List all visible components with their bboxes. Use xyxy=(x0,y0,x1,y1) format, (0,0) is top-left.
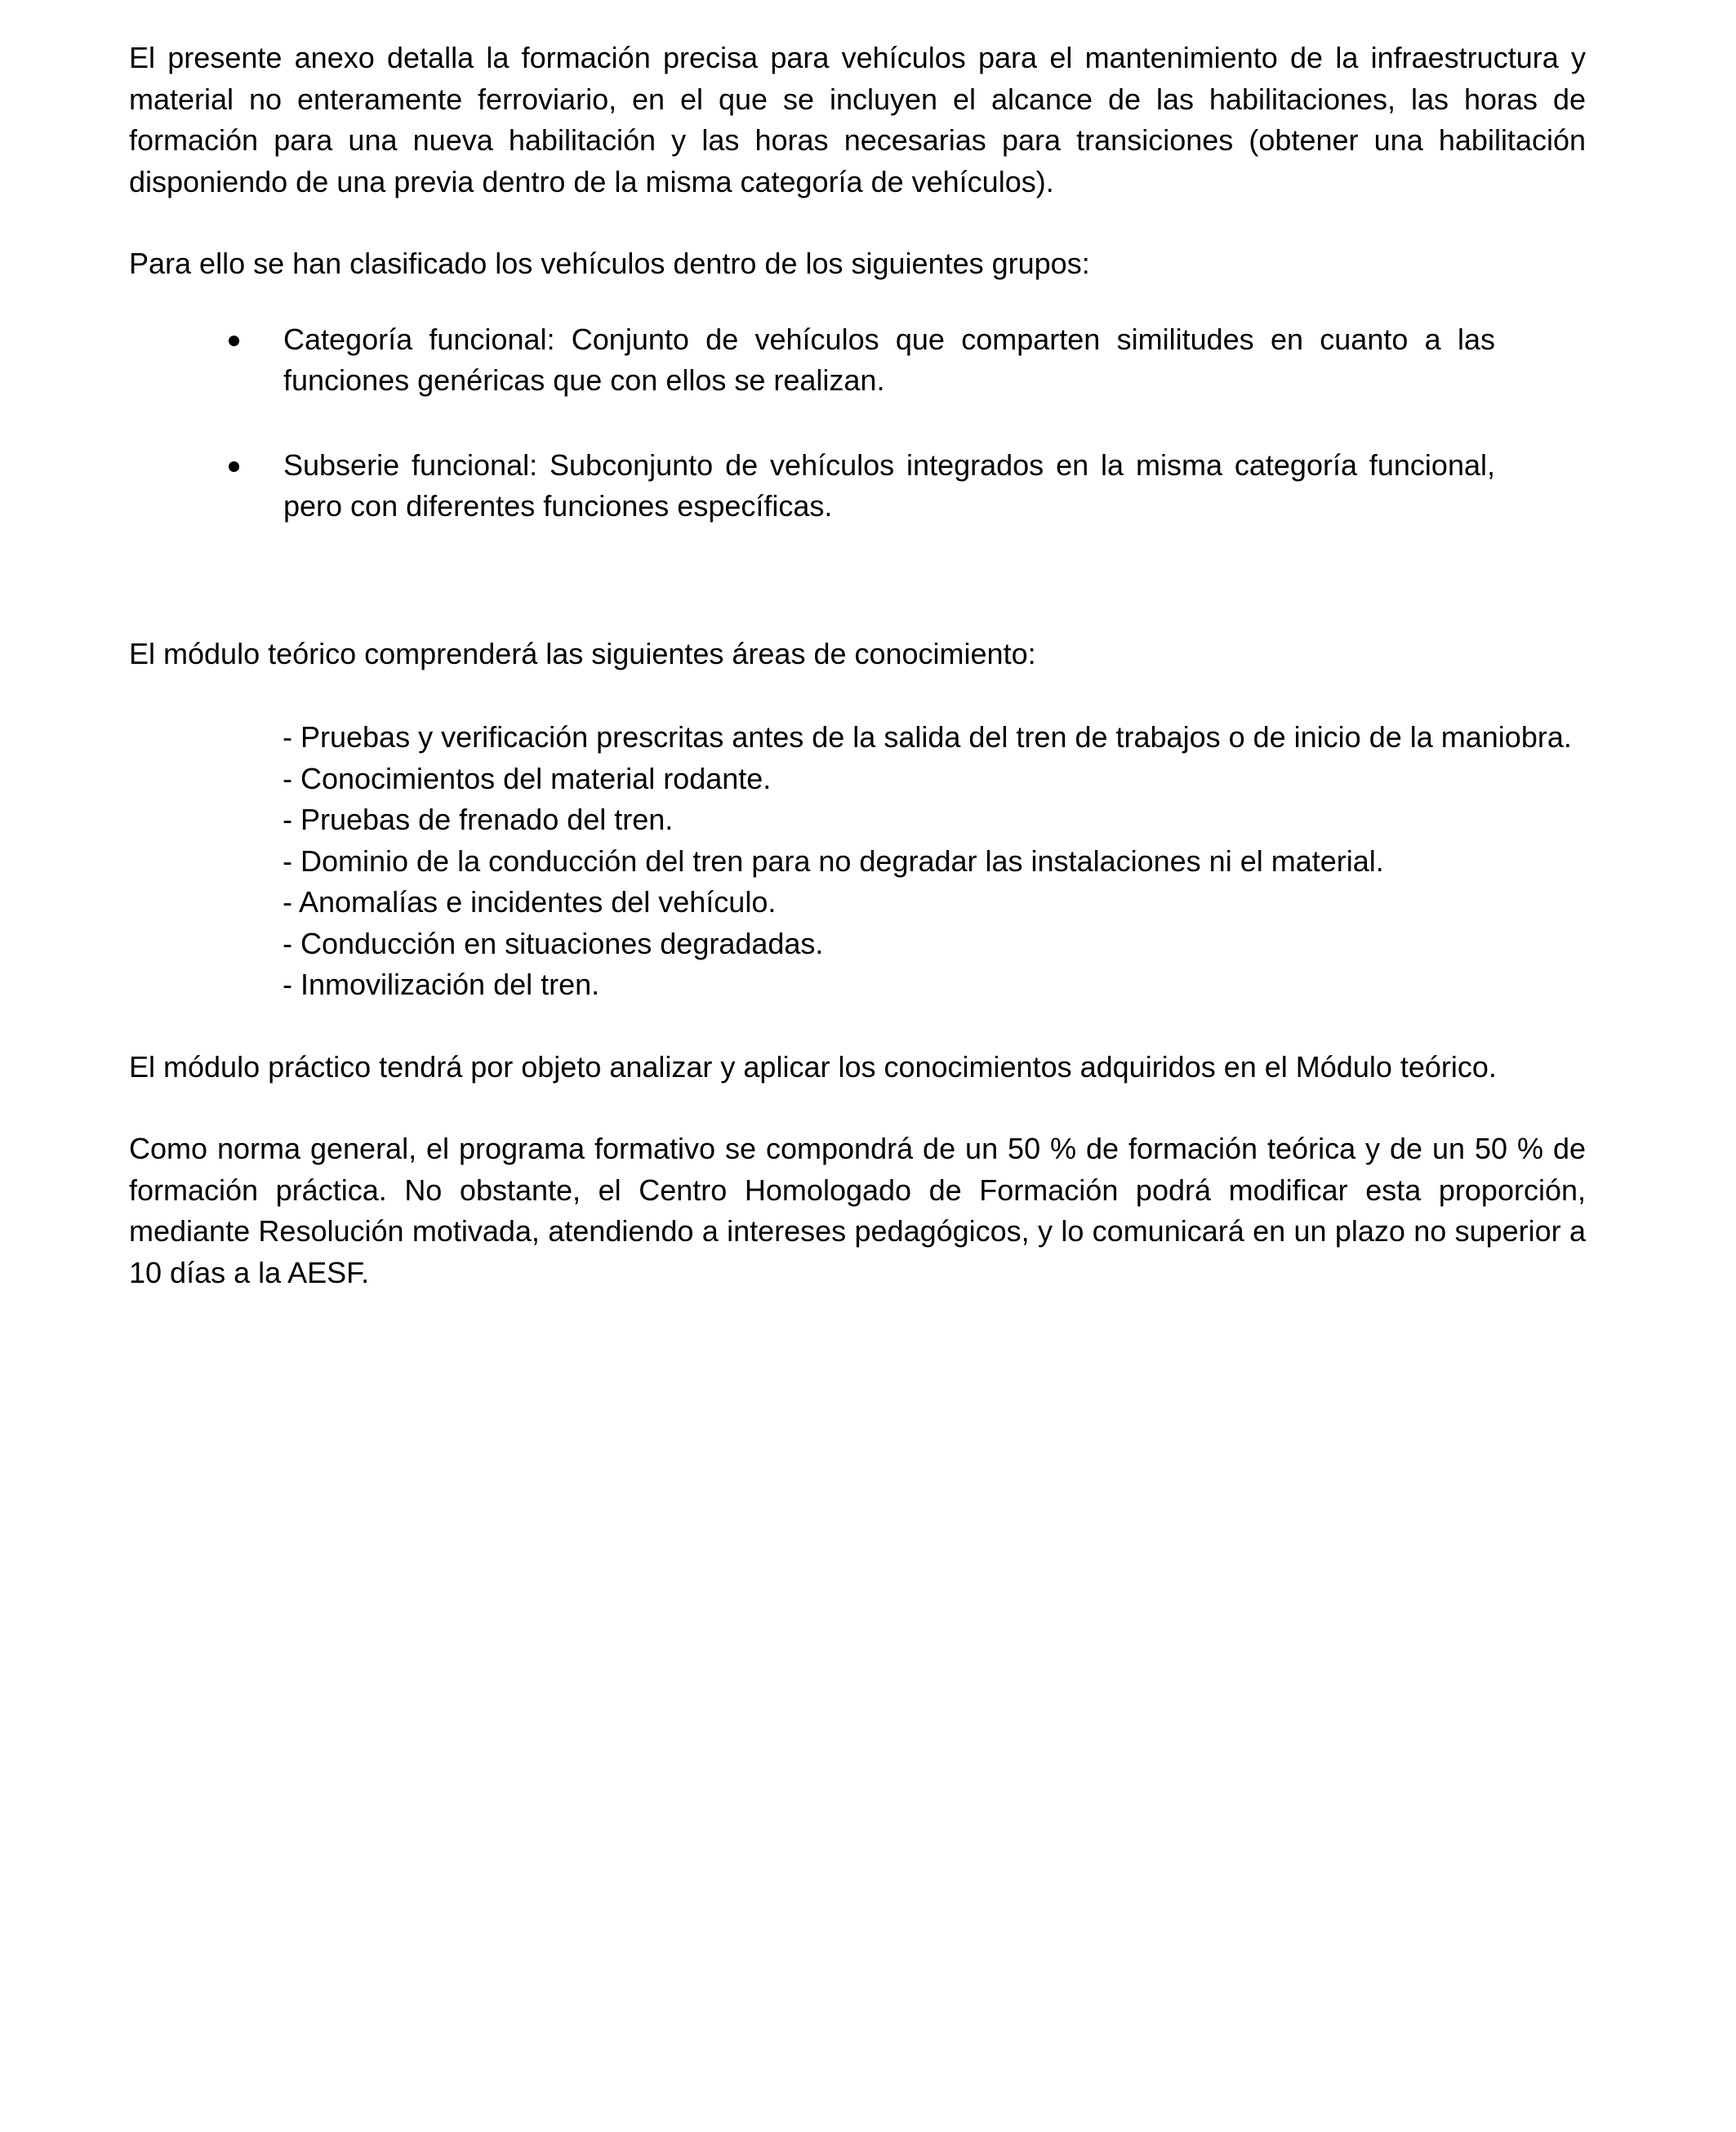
theory-area-item: - Pruebas de frenado del tren. xyxy=(283,803,674,836)
intro-paragraph: El presente anexo detalla la formación precisa para vehículos para el mantenimiento de la infraestructura y material no enteramente ferroviario, en el que se incluyen el alcance de las habilitaciones, las horas de formación para una nueva habilitación y las horas necesarias para transiciones (obtener una habilitación disponiendo de una previa dentro de la misma categoría de vehículos). xyxy=(129,41,1586,198)
group-item-text: Categoría funcional: Conjunto de vehículos que comparten similitudes en cuanto a las funciones genéricas que con ellos se realizan. xyxy=(283,322,1495,397)
general-rule-paragraph: Como norma general, el programa formativo se compondrá de un 50 % de formación teórica y de un 50 % de formación práctica. No obstante, el Centro Homologado de Formación podrá modificar esta proporción, mediante Resolución motivada, atendiendo a intereses pedagógicos, y lo comunicará en un plazo no superior a 10 días a la AESF. xyxy=(129,1132,1586,1289)
group-item-subseries xyxy=(129,445,1495,527)
bullet-icon xyxy=(229,336,239,346)
document-page xyxy=(129,38,1586,1293)
groups-bullet-list xyxy=(129,319,1586,527)
theory-area-item: - Conducción en situaciones degradadas. xyxy=(283,926,824,960)
practice-paragraph: El módulo práctico tendrá por objeto analizar y aplicar los conocimientos adquiridos en el Módulo teórico. xyxy=(129,1049,1497,1084)
theory-area-item: - Dominio de la conducción del tren para no degradar las instalaciones ni el material. xyxy=(283,843,1384,878)
bullet-icon xyxy=(229,461,239,472)
theory-areas-list xyxy=(129,717,1586,1006)
theory-area-item: - Inmovilización del tren. xyxy=(283,968,600,1001)
groups-intro-paragraph: Para ello se han clasificado los vehículos dentro de los siguientes grupos: xyxy=(129,247,1090,280)
group-item-text: Subserie funcional: Subconjunto de vehículos integrados en la misma categoría funcional, pero con diferentes funciones específicas. xyxy=(283,447,1495,523)
theory-area-item: - Pruebas y verificación prescritas antes de la salida del tren de trabajos o de inicio de la maniobra. xyxy=(283,720,1572,754)
theory-area-item: - Conocimientos del material rodante. xyxy=(283,761,772,795)
group-item-category xyxy=(129,319,1495,402)
theory-area-item: - Anomalías e incidentes del vehículo. xyxy=(283,885,777,919)
theory-intro-paragraph: El módulo teórico comprenderá las siguientes áreas de conocimiento: xyxy=(129,636,1036,670)
